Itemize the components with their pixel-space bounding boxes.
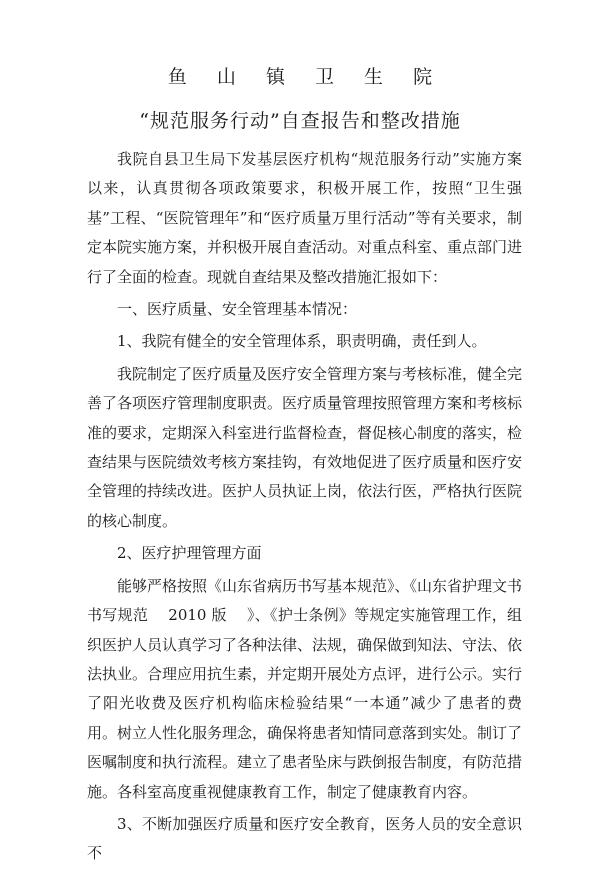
document-body [87, 145, 522, 869]
paragraph-item-3: 3、不断加强医疗质量和医疗安全教育，医务人员的安全意识不 [87, 814, 522, 863]
paragraph-item-2: 2、医疗护理管理方面 [117, 544, 262, 563]
document-subtitle: “规范服务行动”自查报告和整改措施 [139, 110, 461, 132]
paragraph-nursing-management: 能够严格按照《山东省病历书写基本规范》、《山东省护理文书书写规范 2010 版 》、《护士条例》等规定实施管理工作，组织医护人员认真学习了各种法律、法规，确保做到知法、守法、依法执业。合理应用抗生素，并定期开展处方点评，进行公示。实行了阳光收费及医疗机构临床检验结果“一本通”减少了患者的费用。树立人性化服务理念，确保将患者知情同意落到实处。制订了医嘱制度和执行流程。建立了患者坠床与跌倒报告制度，有防范措施。各科室高度重视健康教育工作，制定了健康教育内容。 [87, 576, 523, 801]
paragraph-quality-management: 我院制定了医疗质量及医疗安全管理方案与考核标准，健全完善了各项医疗管理制度职责。医疗质量管理按照管理方案和考核标准的要求，定期深入科室进行监督检查，督促核心制度的落实，检查结果与医院绩效考核方案挂钩，有效地促进了医疗质量和医疗安全管理的持续改进。医护人员执证上岗，依法行医，严格执行医院的核心制度。 [87, 364, 523, 530]
document-title: 鱼 山 镇 卫 生 院 [167, 66, 445, 88]
paragraph-intro: 我院自县卫生局下发基层医疗机构“规范服务行动”实施方案以来，认真贯彻各项政策要求，积极开展工作，按照“卫生强基”工程、“医院管理年”和“医疗质量万里行活动”等有关要求，制定本院实施方案，并积极开展自查活动。对重点科室、重点部门进行了全面的检查。现就自查结果及整改措施汇报如下： [87, 150, 523, 286]
section-heading-1: 一、医疗质量、安全管理基本情况： [117, 300, 358, 319]
paragraph-item-1: 1、我院有健全的安全管理体系，职责明确，责任到人。 [117, 332, 487, 351]
